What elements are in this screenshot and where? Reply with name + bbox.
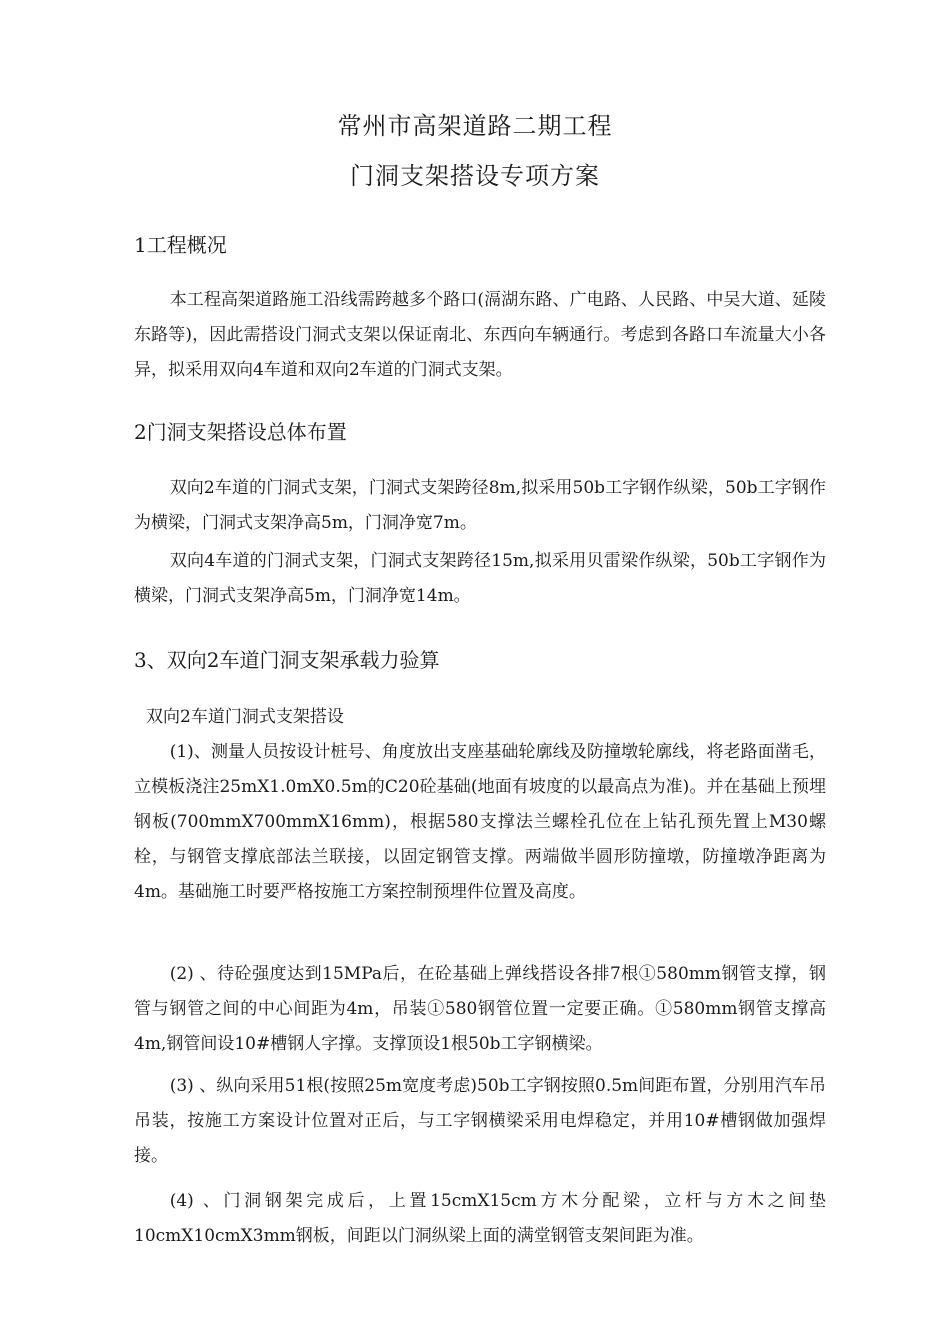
section1-paragraph: 本工程高架道路施工沿线需跨越多个路口(滆湖东路、广电路、人民路、中吴大道、延陵东路等)，因此需搭设门洞式支架以保证南北、东西向车辆通行。考虑到各路口车流量大小各异，拟采用双向4车道和双向2车道的门洞式支架。 — [134, 290, 826, 380]
section2-heading: 2门洞支架搭设总体布置 — [134, 420, 347, 444]
section3-step2: (2) 、待砼强度达到15MPa后，在砼基础上弹线搭设各排7根①580mm钢管支撑，钢管与钢管之间的中心间距为4m，吊装①580钢管位置一定要正确。①580mm钢管支撑高4m,钢管间设10#槽钢人字撑。支撑顶设1根50b工字钢横梁。 — [134, 964, 826, 1054]
section3-heading: 3、双向2车道门洞支架承载力验算 — [134, 648, 440, 672]
document-title-line1: 常州市高架道路二期工程 — [337, 112, 613, 140]
section3-subheading: 双向2车道门洞式支架搭设 — [146, 707, 344, 727]
document-title-line2: 门洞支架搭设专项方案 — [350, 162, 600, 190]
section1-heading: 1工程概况 — [134, 233, 227, 257]
section3-step3: (3) 、纵向采用51根(按照25m宽度考虑)50b工字钢按照0.5m间距布置，分别用汽车吊吊装，按施工方案设计位置对正后，与工字钢横梁采用电焊稳定，并用10#槽钢做加强焊接。 — [134, 1076, 826, 1166]
section2-paragraph1: 双向2车道的门洞式支架，门洞式支架跨径8m,拟采用50b工字钢作纵梁，50b工字钢作为横梁，门洞式支架净高5m，门洞净宽7m。 — [134, 478, 826, 533]
section2-paragraph2: 双向4车道的门洞式支架，门洞式支架跨径15m,拟采用贝雷梁作纵梁，50b工字钢作为横梁，门洞式支架净高5m，门洞净宽14m。 — [134, 551, 826, 606]
section3-step4: (4) 、门洞钢架完成后，上置15cmX15cm方木分配梁，立杆与方木之间垫10cmX10cmX3mm钢板，间距以门洞纵梁上面的满堂钢管支架间距为准。 — [134, 1191, 826, 1246]
section3-step1: (1)、测量人员按设计桩号、角度放出支座基础轮廓线及防撞墩轮廓线，将老路面凿毛，立模板浇注25mX1.0mX0.5m的C20砼基础(地面有坡度的以最高点为准)。并在基础上预埋钢板(700mmX700mmX16mm)，根据580支撑法兰螺栓孔位在上钻孔预先置上M30螺栓，与钢管支撑底部法兰联接，以固定钢管支撑。两端做半圆形防撞墩，防撞墩净距离为4m。基础施工时要严格按施工方案控制预埋件位置及高度。 — [134, 742, 826, 902]
